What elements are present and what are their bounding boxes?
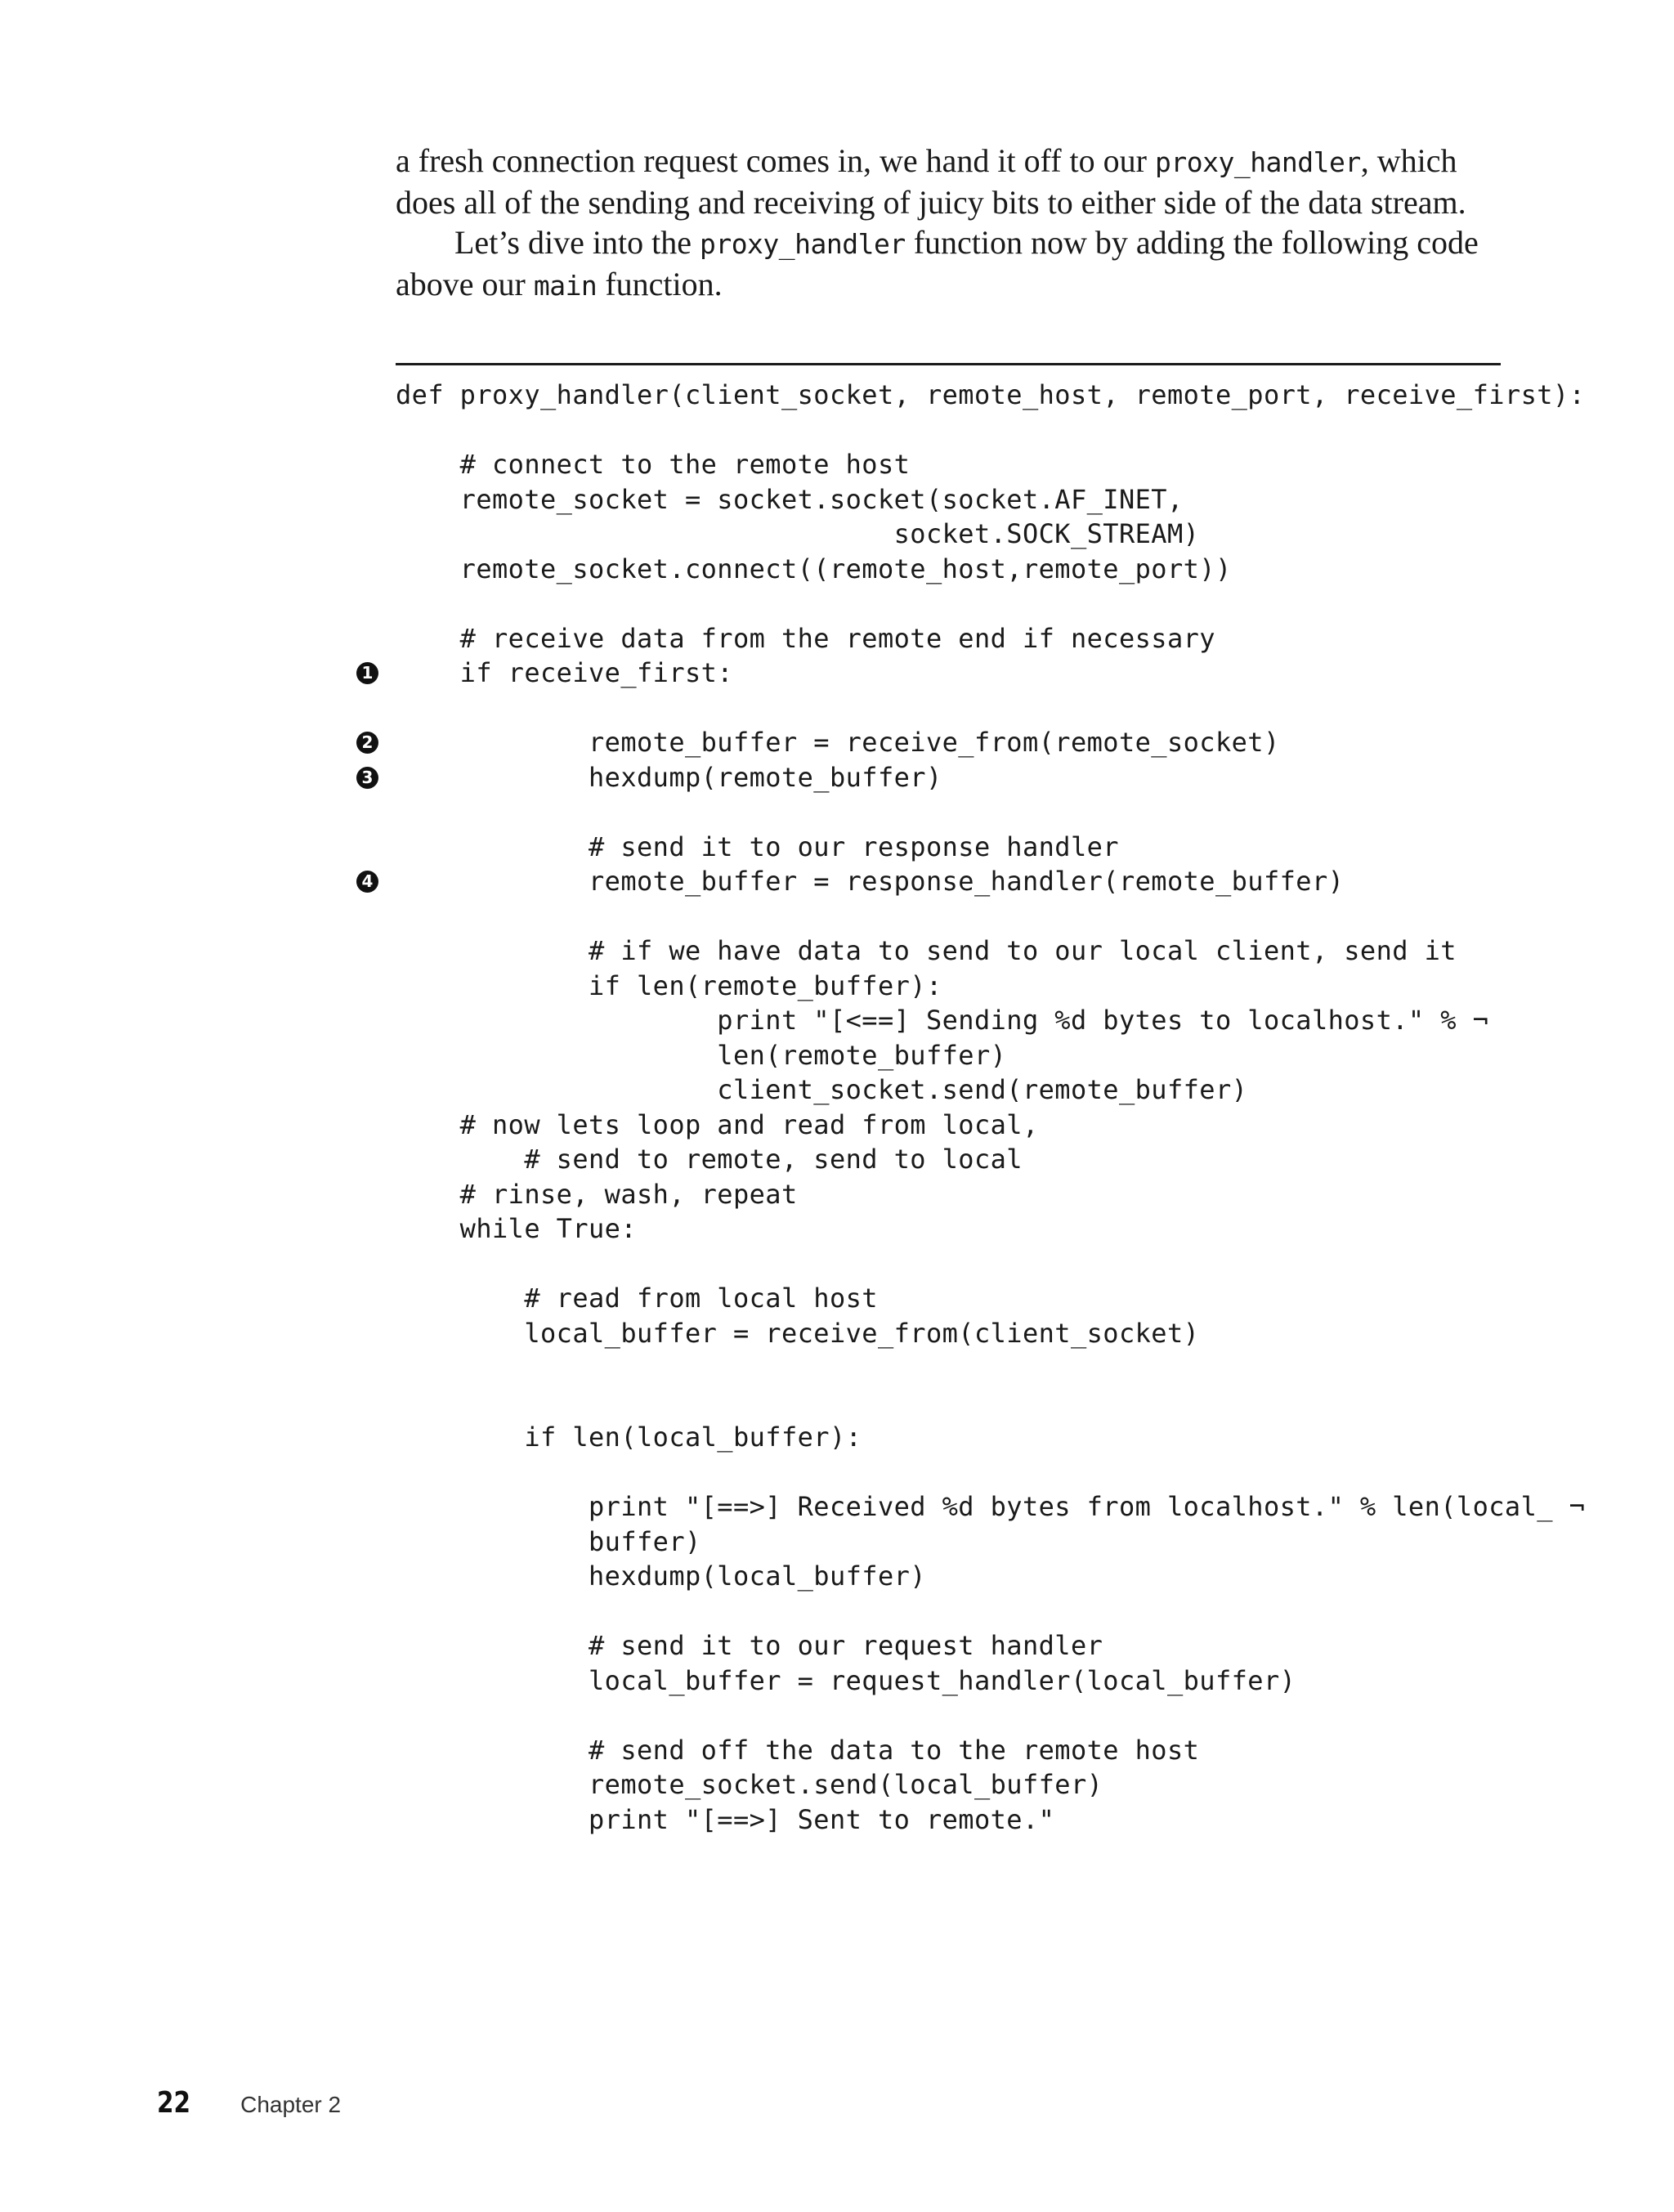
code-line bbox=[396, 1802, 1540, 1838]
paragraph-2-text-c: function. bbox=[597, 266, 723, 302]
code-line bbox=[361, 656, 1540, 691]
code-line bbox=[396, 378, 1586, 413]
code-line-text: local_buffer = receive_from(client_socket) bbox=[396, 1317, 1200, 1349]
code-line-text: buffer) bbox=[396, 1525, 701, 1557]
code-line-text: # now lets loop and read from local, bbox=[396, 1108, 1039, 1140]
callout-marker-icon: 4 bbox=[356, 871, 378, 893]
page-number: 22 bbox=[157, 2086, 191, 2120]
paragraph-1-text-b: , which does all of the sending and receiving of juicy bits to either side of the data stream. bbox=[396, 142, 1466, 221]
code-line-text: print "[<==] Sending %d bytes to localhost." % ¬ bbox=[396, 1005, 1489, 1036]
callout-marker-icon: 3 bbox=[356, 767, 378, 789]
code-line-text: socket.SOCK_STREAM) bbox=[396, 518, 1200, 549]
callout-marker-icon: 2 bbox=[356, 732, 378, 754]
code-line-text: while True: bbox=[396, 1213, 637, 1244]
code-line-text: local_buffer = request_handler(local_buffer) bbox=[396, 1664, 1296, 1696]
code-line bbox=[396, 621, 1540, 656]
chapter-label: Chapter 2 bbox=[240, 2092, 342, 2117]
page-footer bbox=[157, 2086, 341, 2127]
paragraph-2-text-b: function now by adding the following code above our bbox=[396, 224, 1479, 302]
code-line-text: # send to remote, send to local bbox=[396, 1144, 1023, 1175]
code-line-text: remote_buffer = receive_from(remote_socket) bbox=[396, 727, 1280, 758]
code-line-text: len(remote_buffer) bbox=[396, 1039, 1007, 1071]
code-line bbox=[396, 1420, 1540, 1455]
code-line bbox=[396, 1594, 1540, 1629]
code-line-text: # send off the data to the remote host bbox=[396, 1734, 1200, 1766]
code-line bbox=[396, 482, 1540, 517]
inline-code-proxy-handler: proxy_handler bbox=[699, 228, 906, 260]
code-line bbox=[396, 1628, 1540, 1663]
code-line-text: # send it to our response handler bbox=[396, 831, 1119, 862]
code-line-text: remote_buffer = response_handler(remote_buffer) bbox=[396, 866, 1345, 897]
code-line bbox=[396, 1177, 1540, 1212]
code-line bbox=[396, 1733, 1540, 1768]
code-line-text: print "[==>] Received %d bytes from localhost." % len(local_ ¬ bbox=[396, 1491, 1586, 1522]
paragraph-2 bbox=[396, 222, 1501, 306]
code-listing-divider bbox=[396, 363, 1501, 365]
code-line-text: # read from local host bbox=[396, 1283, 878, 1314]
code-line bbox=[396, 795, 1540, 830]
paragraph-2-text-a: Let’s dive into the bbox=[454, 224, 700, 261]
code-line bbox=[396, 691, 1540, 726]
code-line-text: # connect to the remote host bbox=[396, 449, 911, 480]
code-line bbox=[396, 1559, 1540, 1594]
inline-code-proxy-handler: proxy_handler bbox=[1154, 146, 1361, 178]
inline-code-main: main bbox=[533, 270, 598, 302]
code-line bbox=[396, 1698, 1540, 1733]
code-line-text: # if we have data to send to our local client, send it bbox=[396, 935, 1457, 966]
code-line-text: print "[==>] Sent to remote." bbox=[396, 1803, 1055, 1835]
code-line bbox=[396, 586, 1540, 621]
code-line bbox=[396, 1525, 1540, 1560]
code-line-text: # receive data from the remote end if necessary bbox=[396, 622, 1215, 654]
code-line bbox=[361, 864, 1540, 899]
code-line bbox=[396, 969, 1540, 1004]
code-line bbox=[396, 517, 1540, 552]
code-line bbox=[396, 1663, 1540, 1699]
code-line-text: hexdump(remote_buffer) bbox=[396, 761, 942, 793]
code-line bbox=[396, 1281, 1540, 1316]
code-line bbox=[396, 934, 1540, 969]
code-line bbox=[396, 1003, 1540, 1038]
paragraph-1 bbox=[396, 141, 1501, 222]
code-line-text: remote_socket.connect((remote_host,remote_port)) bbox=[396, 553, 1232, 584]
code-line bbox=[396, 1038, 1540, 1073]
code-line bbox=[361, 760, 1540, 795]
code-line bbox=[396, 447, 1540, 482]
code-line-text: # rinse, wash, repeat bbox=[396, 1178, 798, 1210]
code-line bbox=[396, 899, 1540, 934]
code-line-text: if receive_first: bbox=[396, 657, 733, 688]
code-line-text: remote_socket = socket.socket(socket.AF_INET, bbox=[396, 483, 1184, 515]
code-line-text: def proxy_handler(client_socket, remote_host, remote_port, receive_first): bbox=[396, 379, 1586, 410]
code-line-text: if len(remote_buffer): bbox=[396, 969, 942, 1001]
code-line bbox=[396, 552, 1540, 587]
callout-marker-icon: 1 bbox=[356, 662, 378, 684]
code-line bbox=[396, 1142, 1540, 1177]
code-line bbox=[396, 830, 1540, 865]
code-line-text: if len(local_buffer): bbox=[396, 1422, 862, 1453]
code-line bbox=[396, 1767, 1540, 1802]
code-line bbox=[396, 1350, 1540, 1386]
code-line bbox=[396, 1247, 1540, 1282]
code-line-text: # send it to our request handler bbox=[396, 1630, 1103, 1661]
code-listing bbox=[361, 378, 1586, 1837]
code-line bbox=[396, 1386, 1540, 1421]
code-line bbox=[361, 725, 1540, 760]
code-line-text: hexdump(local_buffer) bbox=[396, 1560, 926, 1592]
code-line bbox=[396, 1316, 1540, 1351]
code-line-text: remote_socket.send(local_buffer) bbox=[396, 1769, 1103, 1800]
code-line-text: client_socket.send(remote_buffer) bbox=[396, 1074, 1248, 1105]
code-line bbox=[396, 1455, 1540, 1490]
paragraph-1-text-a: a fresh connection request comes in, we hand it off to our bbox=[396, 142, 1155, 179]
code-line bbox=[396, 413, 1540, 448]
code-line bbox=[396, 1211, 1540, 1247]
code-line bbox=[396, 1072, 1540, 1108]
code-line bbox=[396, 1108, 1540, 1143]
code-line bbox=[396, 1489, 1586, 1525]
body-text bbox=[396, 141, 1501, 306]
